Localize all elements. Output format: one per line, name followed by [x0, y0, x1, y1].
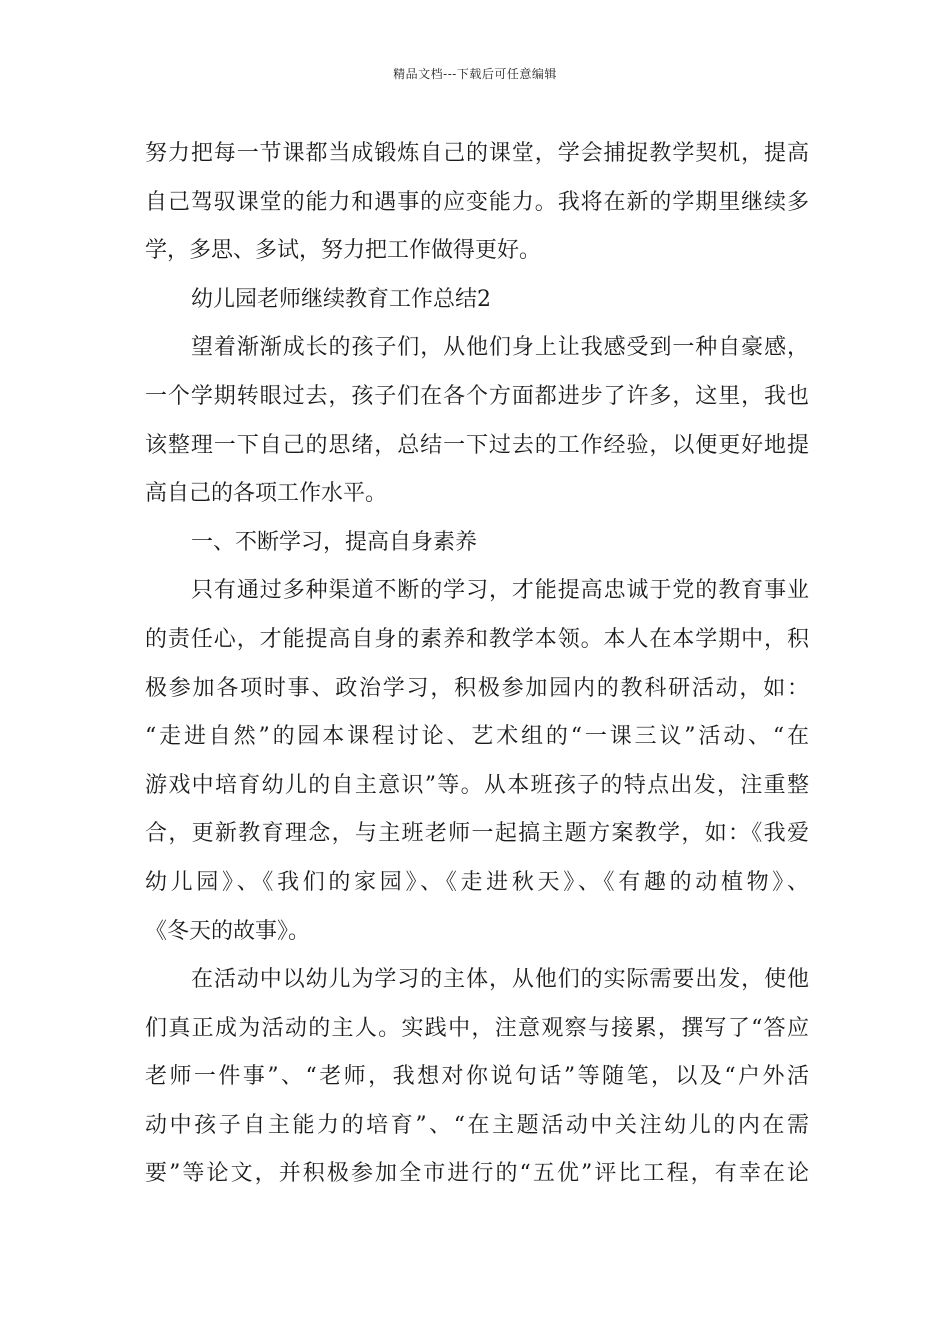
- paragraph-line: 望着渐渐成长的孩子们，从他们身上让我感受到一种自豪感，: [191, 335, 809, 361]
- paragraph-line: 《冬天的故事》。: [145, 918, 311, 944]
- paragraph-line: 游戏中培育幼儿的自主意识”等。从本班孩子的特点出发，注重整: [145, 772, 809, 798]
- paragraph-line: 该整理一下自己的思绪，总结一下过去的工作经验，以便更好地提: [145, 432, 809, 458]
- paragraph-line: 动中孩子自主能力的培育”、“在主题活动中关注幼儿的内在需: [145, 1112, 809, 1138]
- page-header: 精品文档---下载后可任意编辑: [393, 67, 557, 81]
- paragraph-line: 极参加各项时事、政治学习，积极参加园内的教科研活动，如：: [145, 675, 809, 701]
- paragraph-line: 们真正成为活动的主人。实践中，注意观察与接累，撰写了“答应: [145, 1015, 809, 1041]
- section-heading: 幼儿园老师继续教育工作总结2: [191, 286, 491, 312]
- paragraph-line: 老师一件事”、“老师，我想对你说句话”等随笔，以及“户外活: [145, 1064, 809, 1090]
- paragraph-line: 合，更新教育理念，与主班老师一起搞主题方案教学，如：《我爱: [145, 821, 809, 847]
- section-heading: 一、不断学习，提高自身素养: [191, 529, 478, 555]
- paragraph-line: 一个学期转眼过去，孩子们在各个方面都进步了许多，这里，我也: [145, 383, 809, 409]
- paragraph-line: 要”等论文，并积极参加全市进行的“五优”评比工程，有幸在论: [145, 1161, 809, 1187]
- paragraph-line: “走进自然”的园本课程讨论、艺术组的“一课三议”活动、“在: [145, 724, 809, 750]
- paragraph-line: 的责任心，才能提高自身的素养和教学本领。本人在本学期中，积: [145, 626, 809, 652]
- paragraph-line: 幼儿园》、《我们的家园》、《走进秋天》、《有趣的动植物》、: [145, 869, 809, 895]
- paragraph-line: 在活动中以幼儿为学习的主体，从他们的实际需要出发，使他: [191, 967, 809, 993]
- paragraph-line: 高自己的各项工作水平。: [145, 481, 388, 507]
- paragraph-line: 只有通过多种渠道不断的学习，才能提高忠诚于党的教育事业: [191, 578, 809, 604]
- paragraph-line: 努力把每一节课都当成锻炼自己的课堂，学会捕捉教学契机，提高: [145, 141, 809, 166]
- paragraph-line: 自己驾驭课堂的能力和遇事的应变能力。我将在新的学期里继续多: [145, 189, 809, 215]
- document-body: [145, 130, 809, 1199]
- paragraph-line: 学，多思、多试，努力把工作做得更好。: [145, 238, 542, 264]
